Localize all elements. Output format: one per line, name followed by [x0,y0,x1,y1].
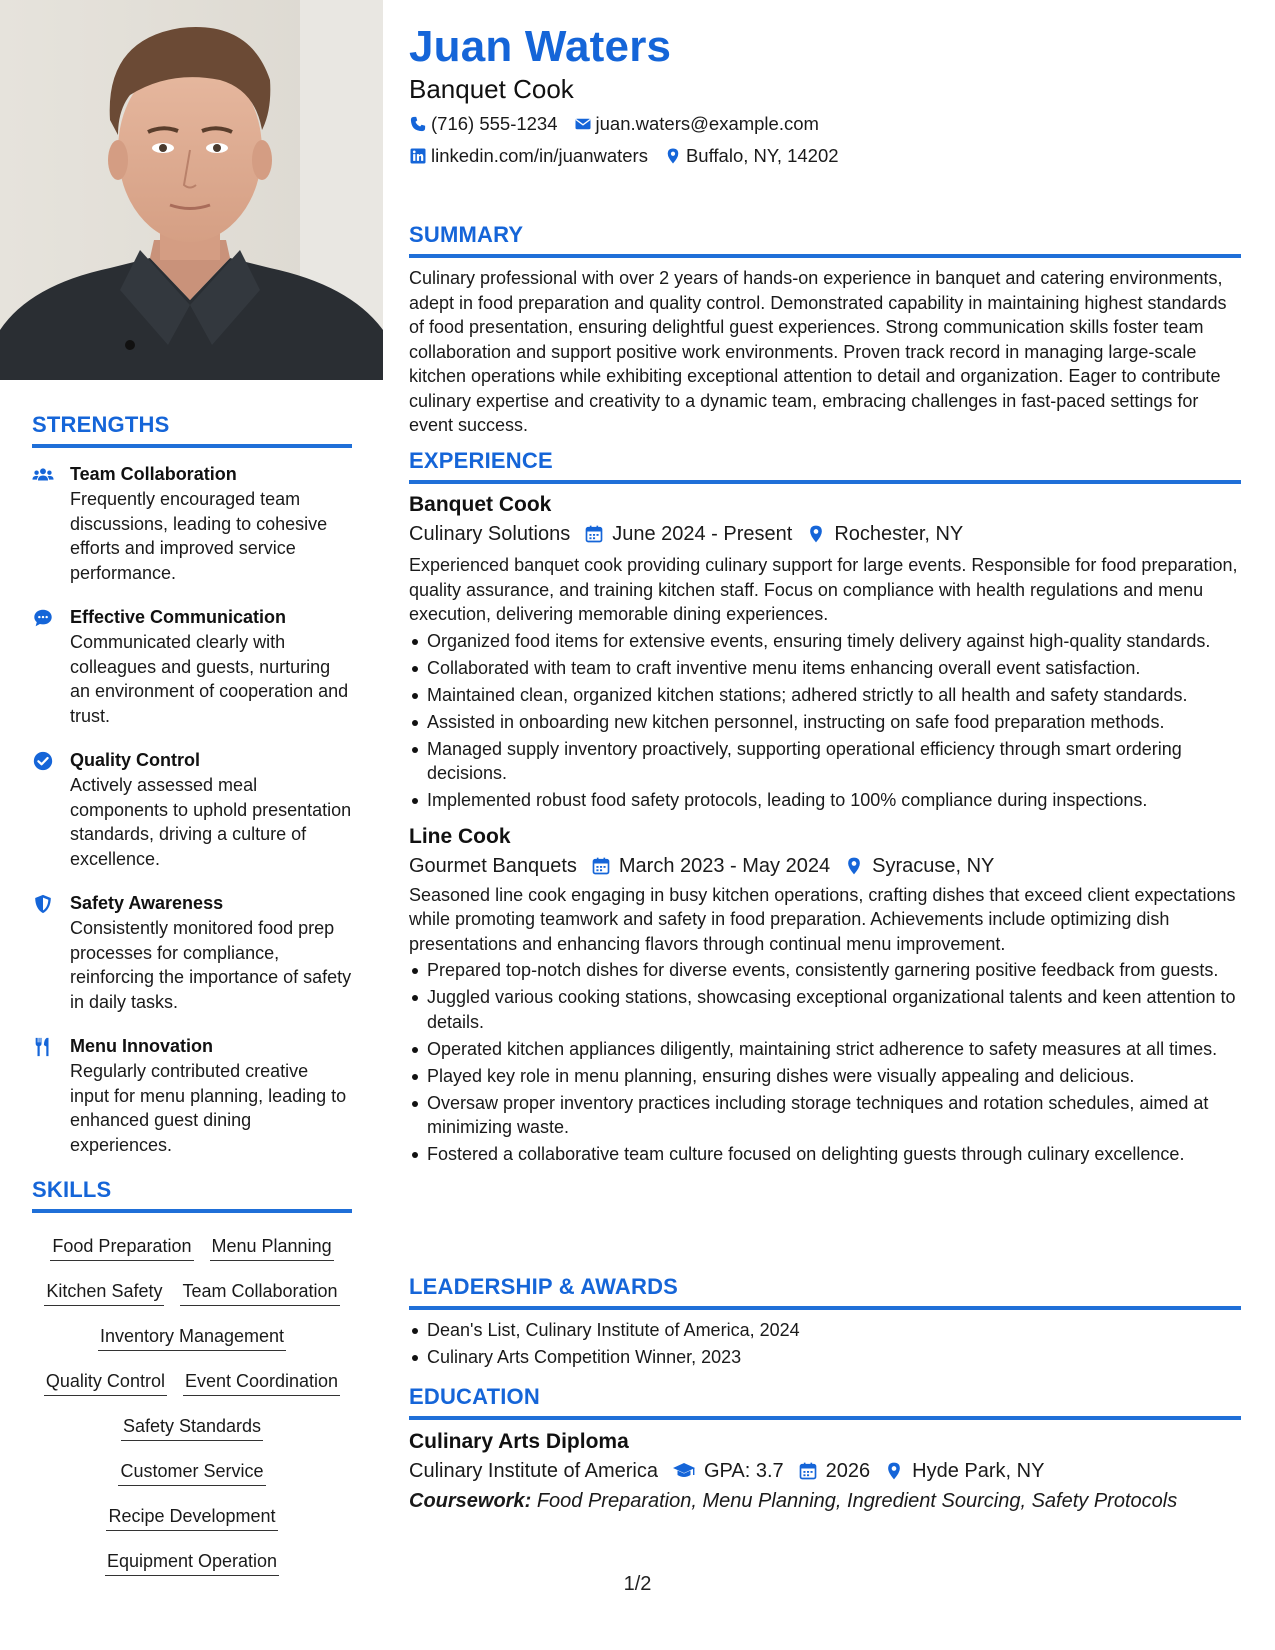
coursework [409,1486,1241,1516]
left-column [0,0,383,1650]
job-description: Seasoned line cook engaging in busy kitchen operations, crafting dishes that exceed client expectations while promoting teamwork and safety in food preparation. Achievements include optimizing dish presentations and enhancing flavors through continual menu improvement. [409,884,1236,954]
skill-row [32,1362,352,1407]
job-location: Rochester, NY [806,519,963,549]
education-meta [409,1456,1241,1486]
skill-tag: Event Coordination [183,1370,340,1396]
strength-desc: Consistently monitored food prep processes for compliance, reinforcing the importance of safety in daily tasks. [70,918,352,1012]
page-number: 1/2 [623,1573,652,1595]
skill-tag: Inventory Management [98,1325,286,1351]
calendar-icon [798,1461,818,1481]
map-pin-icon [664,147,682,165]
strength-item [32,605,352,728]
phone-text: (716) 555-1234 [431,113,558,134]
job-bullet: Organized food items for extensive events, ensuring timely delivery against high-quality standards. [409,629,1241,654]
users-icon [32,462,70,585]
map-pin-icon [844,856,864,876]
strength-title: Team Collaboration [70,464,237,484]
location-contact [664,145,839,167]
job-title: Banquet Cook [409,493,552,516]
education-heading: EDUCATION [409,1384,1241,1420]
strength-title: Effective Communication [70,607,287,627]
award-item: Culinary Arts Competition Winner, 2023 [409,1345,1241,1370]
skill-tag: Quality Control [44,1370,167,1396]
job-company: Gourmet Banquets [409,854,577,877]
job-meta [409,851,1241,881]
strength-item [32,891,352,1014]
job-entry [409,823,1241,1167]
job-bullet: Played key role in menu planning, ensuring dishes were visually appealing and delicious. [409,1064,1241,1089]
summary-heading: SUMMARY [409,222,1241,258]
job-bullet: Fostered a collaborative team culture focused on delighting guests through culinary excellence. [409,1142,1241,1167]
strength-item [32,1034,352,1157]
skill-row [32,1317,352,1362]
email-contact[interactable] [574,113,819,135]
job-bullet: Managed supply inventory proactively, supporting operational efficiency through smart ordering decisions. [409,737,1241,786]
contact-row [409,145,855,167]
left-content [32,412,352,1587]
skill-row [32,1452,352,1497]
profile-photo [0,0,383,380]
strength-desc: Frequently encouraged team discussions, leading to cohesive efforts and improved service performance. [70,489,328,583]
chat-icon [32,605,70,728]
calendar-icon [584,524,604,544]
utensils-icon [32,1034,70,1157]
job-meta [409,519,1241,549]
calendar-icon [591,856,611,876]
candidate-name: Juan Waters [409,22,672,71]
job-description: Experienced banquet cook providing culinary support for large events. Responsible for food preparation, quality assurance, and training kitchen staff. Focus on compliance with health regulations and menu execution, delivering memorable dining experiences. [409,555,1238,624]
map-pin-icon [884,1461,904,1481]
skill-row [32,1497,352,1542]
job-title: Line Cook [409,824,511,848]
experience-section [409,448,1241,1169]
summary-section [409,222,1241,438]
map-pin-icon [806,524,826,544]
phone-contact[interactable] [409,113,558,135]
school-location: Hyde Park, NY [884,1456,1044,1486]
coursework-text: Food Preparation, Menu Planning, Ingredient Sourcing, Safety Protocols [536,1490,1178,1512]
skills-list [32,1223,352,1587]
strength-title: Quality Control [70,750,200,770]
education-section [409,1384,1241,1516]
skill-tag: Recipe Development [106,1505,277,1531]
job-entry [409,491,1241,813]
linkedin-text: linkedin.com/in/juanwaters [431,145,648,166]
job-bullet: Maintained clean, organized kitchen stations; adhered strictly to all health and safety standards. [409,683,1241,708]
email-text: juan.waters@example.com [595,113,819,134]
skill-row [32,1272,352,1317]
shield-icon [32,891,70,1014]
school-name: Culinary Institute of America [409,1460,658,1482]
job-bullet: Collaborated with team to craft inventive menu items enhancing overall event satisfaction. [409,656,1241,681]
coursework-label: Coursework: [409,1490,532,1512]
job-bullet: Prepared top-notch dishes for diverse events, consistently garnering positive feedback from guests. [409,958,1241,983]
experience-heading: EXPERIENCE [409,448,1241,484]
skill-row [32,1227,352,1272]
strength-title: Menu Innovation [70,1036,213,1056]
strength-item [32,462,352,585]
gpa: GPA: 3.7 [672,1456,784,1486]
location-text: Buffalo, NY, 14202 [685,145,839,166]
skill-tag: Safety Standards [121,1415,263,1441]
job-location: Syracuse, NY [844,851,994,881]
candidate-role: Banquet Cook [409,74,574,104]
linkedin-contact[interactable] [409,145,648,167]
check-circle-icon [32,748,70,871]
job-dates: June 2024 - Present [584,519,792,549]
skill-tag: Customer Service [118,1460,265,1486]
strength-desc: Regularly contributed creative input for menu planning, leading to enhanced guest dining experiences. [70,1061,347,1155]
skill-row [32,1407,352,1452]
graduation-year: 2026 [798,1456,871,1486]
award-item: Dean's List, Culinary Institute of America, 2024 [409,1318,1241,1343]
awards-heading: LEADERSHIP & AWARDS [409,1274,1241,1310]
degree-title: Culinary Arts Diploma [409,1430,629,1453]
strength-desc: Actively assessed meal components to uphold presentation standards, driving a culture of excellence. [70,775,352,869]
skills-heading: SKILLS [32,1177,352,1213]
job-bullets [409,629,1241,813]
awards-list [409,1318,1241,1370]
skill-tag: Kitchen Safety [44,1280,164,1306]
job-dates: March 2023 - May 2024 [591,851,830,881]
graduation-cap-icon [672,1459,696,1483]
strengths-heading: STRENGTHS [32,412,352,448]
strength-title: Safety Awareness [70,893,224,913]
job-bullet: Oversaw proper inventory practices including storage techniques and rotation schedules, aimed at minimizing waste. [409,1091,1241,1140]
skill-tag: Team Collaboration [180,1280,339,1306]
linkedin-icon [409,147,427,165]
skill-tag: Equipment Operation [105,1550,279,1576]
strength-desc: Communicated clearly with colleagues and guests, nurturing an environment of cooperation and trust. [70,632,349,726]
job-bullet: Operated kitchen appliances diligently, maintaining strict adherence to safety measures at all times. [409,1037,1241,1062]
job-bullets [409,958,1241,1167]
contact-row [409,113,835,135]
awards-section [409,1274,1241,1372]
job-bullet: Implemented robust food safety protocols, leading to 100% compliance during inspections. [409,788,1241,813]
phone-icon [409,115,427,133]
summary-text: Culinary professional with over 2 years of hands-on experience in banquet and catering environments, adept in food preparation and quality control. Demonstrated capability in maintaining highest standards of food presentation, ensuring delightful guest experiences. Strong communication skills foster team collaboration and support positive work environments. Proven track record in managing large-scale kitchen operations while exhibiting exceptional attention to detail and organization. Eager to contribute culinary expertise and creativity to a dynamic team, embracing challenges in fast-paced settings for event success. [409,268,1227,435]
envelope-icon [574,115,592,133]
job-company: Culinary Solutions [409,523,571,545]
skill-tag: Food Preparation [50,1235,193,1261]
skill-tag: Menu Planning [210,1235,334,1261]
strength-item [32,748,352,871]
job-bullet: Assisted in onboarding new kitchen personnel, instructing on safe food preparation methods. [409,710,1241,735]
job-bullet: Juggled various cooking stations, showcasing exceptional organizational talents and keen attention to details. [409,985,1241,1034]
